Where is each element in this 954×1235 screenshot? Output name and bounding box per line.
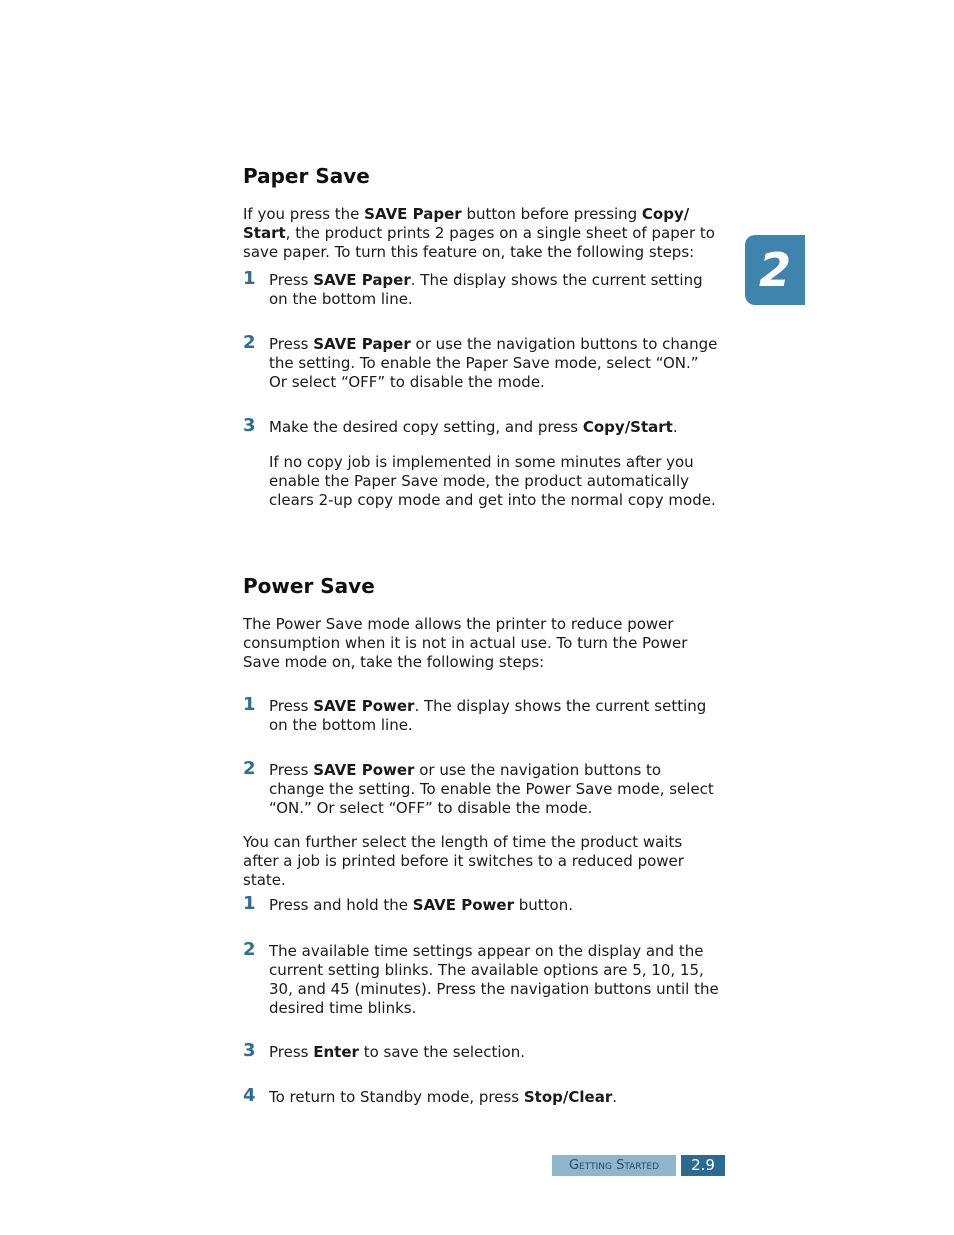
text-run: to save the selection. (358, 1043, 525, 1061)
step-text (269, 335, 719, 392)
text-run: . (672, 418, 678, 436)
text-run: Press and hold the (269, 896, 413, 914)
text-run: Press (269, 761, 314, 779)
text-run: Press (269, 271, 314, 289)
bold-term: SAVE Paper (313, 271, 411, 289)
step-number: 3 (243, 415, 256, 436)
bold-term: Copy/Start (582, 418, 673, 436)
step-text (269, 418, 719, 437)
text-run: , the product prints 2 pages on a single sheet of paper to save paper. To turn this feature on, take the following steps: (243, 224, 715, 261)
bold-term: Stop/Clear (523, 1088, 613, 1106)
text-run: Press (269, 335, 314, 353)
text-run: or use the navigation buttons to change the setting. To enable the Paper Save mode, select “ON.” Or select “OFF” to disable the mode. (269, 335, 718, 391)
text-run: . (612, 1088, 617, 1106)
text-run: . The display shows the current setting on the bottom line. (269, 271, 703, 308)
bold-term: SAVE Paper (313, 335, 411, 353)
bold-term: SAVE Power (313, 697, 415, 715)
step-number: 2 (243, 939, 256, 960)
text-run: . The display shows the current setting on the bottom line. (269, 697, 707, 734)
step-text (269, 1088, 719, 1107)
paper-save-intro (243, 205, 718, 262)
step-number: 2 (243, 332, 256, 353)
power-save-intro: The Power Save mode allows the printer to reduce power consumption when it is not in actual use. To turn the Power Save mode on, take the following steps: (243, 615, 688, 671)
step-number: 1 (243, 694, 256, 715)
step-number: 1 (243, 268, 256, 289)
step-number: 3 (243, 1040, 256, 1061)
text-run: button. (513, 896, 573, 914)
step-text (269, 1043, 719, 1062)
paper-save-note: If no copy job is implemented in some minutes after you enable the Paper Save mode, the product automatically clears 2-up copy mode and get into the normal copy mode. (269, 453, 716, 509)
text-run: Make the desired copy setting, and press (269, 418, 583, 436)
text-run: Press (269, 1043, 314, 1061)
step-text (269, 761, 719, 818)
chapter-number: 2 (758, 243, 791, 297)
step-number: 4 (243, 1085, 256, 1106)
bold-term: Copy/ Start (243, 205, 690, 242)
bold-term: SAVE Paper (364, 205, 462, 223)
paper-save-heading: Paper Save (243, 164, 370, 188)
bold-term: SAVE Power (313, 761, 415, 779)
bold-term: Enter (313, 1043, 359, 1061)
step-text (269, 271, 719, 309)
step-number: 1 (243, 893, 256, 914)
text-run: If you press the (243, 205, 365, 223)
power-save-heading: Power Save (243, 574, 375, 598)
text-run: or use the navigation buttons to change the setting. To enable the Power Save mode, select “ON.” Or select “OFF” to disable the mode. (269, 761, 714, 817)
power-save-further: You can further select the length of time the product waits after a job is printed before it switches to a reduced power state. (243, 833, 684, 889)
step-text (269, 697, 719, 735)
footer-page-number: 2.9 (681, 1155, 725, 1176)
chapter-tab (745, 235, 805, 305)
text-run: The available time settings appear on the display and the current setting blinks. The available options are 5, 10, 15, 30, and 45 (minutes). Press the navigation buttons until the desired time blinks. (269, 942, 719, 1017)
text-run: To return to Standby mode, press (269, 1088, 524, 1106)
text-run: Press (269, 697, 314, 715)
step-number: 2 (243, 758, 256, 779)
step-text (269, 896, 719, 915)
step-text (269, 942, 719, 1018)
text-run: button before pressing (461, 205, 642, 223)
footer-section-label: Getting Started (552, 1155, 676, 1176)
bold-term: SAVE Power (412, 896, 514, 914)
